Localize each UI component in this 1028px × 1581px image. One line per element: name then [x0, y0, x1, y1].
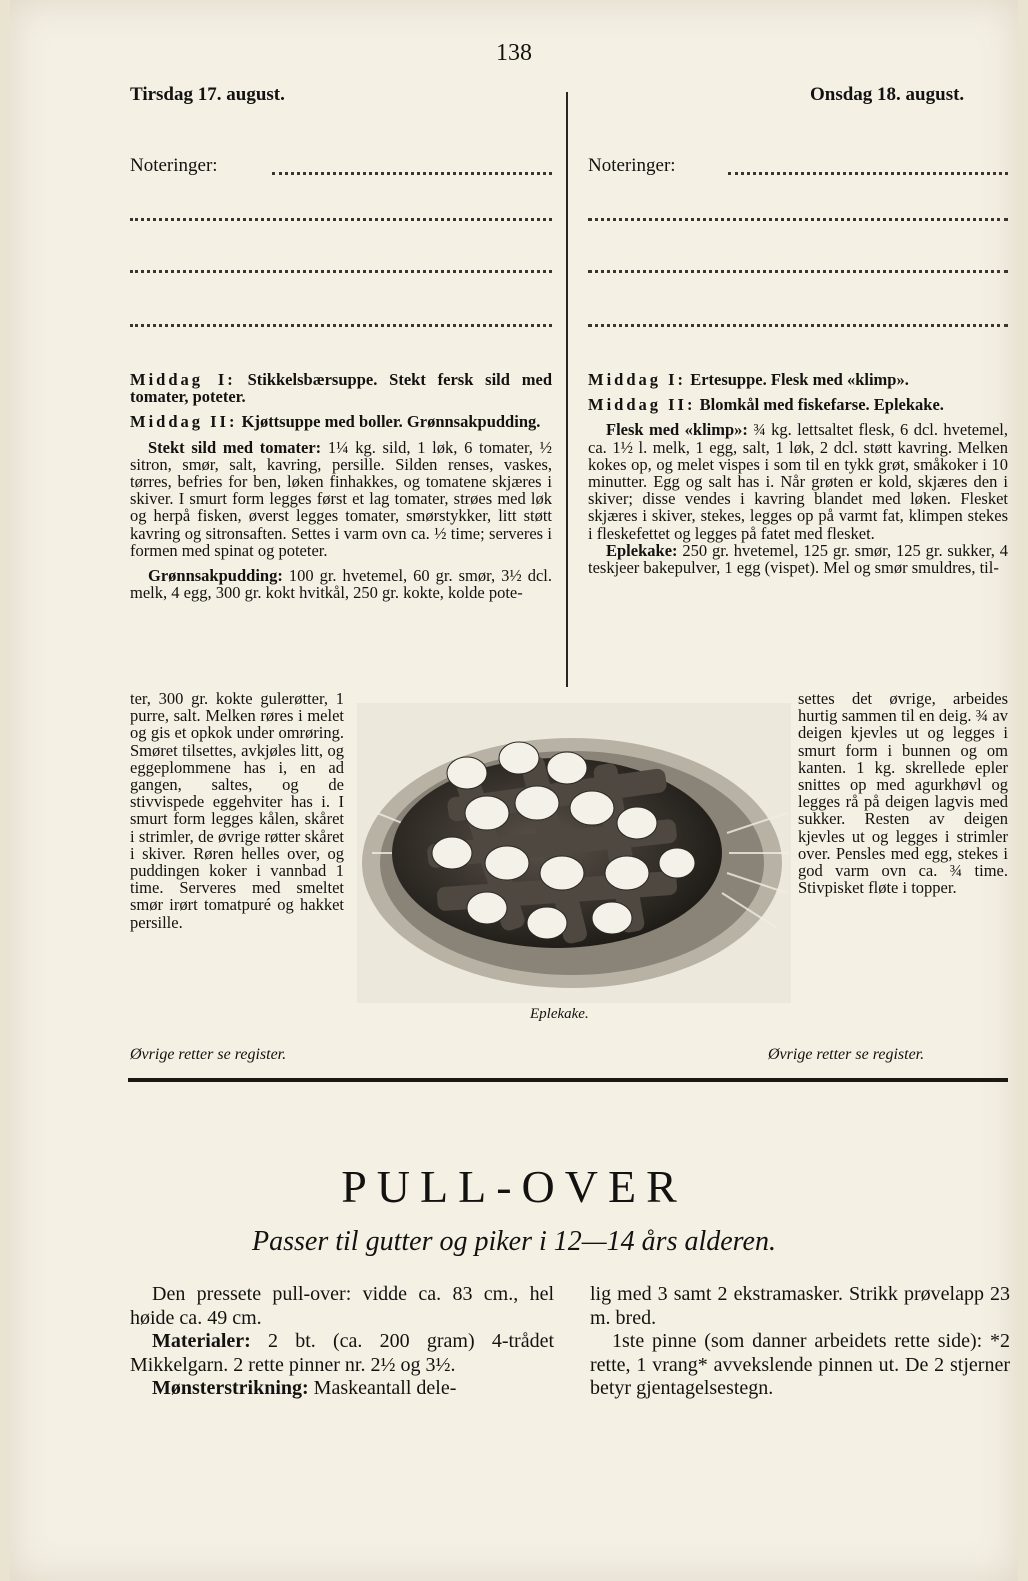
right-recipes: [588, 371, 1008, 576]
right-recipe-2-text-full: 250 gr. hvetemel, 125 gr. smør, 125 gr. sukker, 4 teskjeer bakepulver, 1 egg (vispet). Mel og smør smuldres, til-: [588, 540, 1008, 578]
pattern-text: Maskeantall dele-: [313, 1377, 457, 1399]
left-menu-1-text: Stikkelsbærsuppe. Stekt fersk sild med tomater, poteter.: [130, 370, 553, 407]
left-register-note: Øvrige retter se register.: [130, 1046, 287, 1063]
right-notes-line-1[interactable]: [728, 172, 1008, 175]
pullover-column-2: [590, 1283, 1010, 1401]
pattern-label: Mønsterstrikning:: [152, 1377, 309, 1399]
photo-caption: Eplekake.: [530, 1006, 589, 1022]
right-day-heading: Onsdag 18. august.: [810, 84, 965, 105]
pullover-column-1: [130, 1283, 554, 1401]
left-recipe-2-title: Grønnsakpudding:: [148, 566, 283, 586]
left-recipes: [130, 371, 552, 601]
left-menu-2-label: Middag II:: [130, 412, 238, 432]
page-number: 138: [496, 40, 532, 66]
materials-label: Materialer:: [152, 1330, 251, 1352]
left-notes-line-2[interactable]: [130, 218, 552, 221]
left-notes-line-4[interactable]: [130, 324, 552, 327]
right-register-note: Øvrige retter se register.: [768, 1046, 925, 1063]
right-menu-2-text: Blomkål med fiskefarse. Eplekake.: [699, 395, 944, 415]
materials-text: 2 bt. (ca. 200 gram) 4-trådet Mikkelgarn. 2 rette pinner nr. 2½ og 3½.: [130, 1330, 555, 1376]
left-recipe-1-title: Stekt sild med tomater:: [148, 437, 322, 457]
column-divider: [566, 92, 568, 687]
right-notes-line-3[interactable]: [588, 270, 1008, 273]
left-recipe-2-narrow: ter, 300 gr. kokte gulerøtter, 1 purre, salt. Melken røres i melet og gis et opkok under omrøring. Smøret tilsettes, avkjøles litt, og eggeplommene has i, en ad gangen, saltes, og de stivvispede eggehviter has i. I smurt form legges kålen, skåret i strimler, de øvrige røtter skåret i skiver. Røren helles over, og puddingen koker i vannbad 1 time. Serveres med smeltet smør irørt tomatpuré og hakket persille.: [130, 689, 344, 932]
left-notes-line-3[interactable]: [130, 270, 552, 273]
left-menu-1-label: Middag I:: [130, 370, 236, 389]
pullover-subtitle: Passer til gutter og piker i 12—14 års alderen.: [252, 1226, 776, 1257]
right-recipe-2-title: Eplekake:: [606, 540, 678, 560]
eplekake-photo: [357, 703, 791, 1003]
left-recipe-2-text-full: 100 gr. hvetemel, 60 gr. smør, 3½ dcl. melk, 4 egg, 300 gr. kokt hvitkål, 250 gr. kokte, kolde pote-: [130, 566, 553, 603]
right-menu-2-label: Middag II:: [588, 395, 696, 415]
section-divider: [128, 1078, 1008, 1082]
left-menu-2-text: Kjøttsuppe med boller. Grønnsakpudding.: [241, 412, 541, 432]
left-recipe-1-text: 1¼ kg. sild, 1 løk, 6 tomater, ½ sitron, smør, salt, kavring, persille. Silden renses, vaskes, tørres, befries for ben, løken finhakkes, og tomatene skjæres i skiver. I smurt form legges først et lag tomater, strøes med løk og herpå fisken, øverst legges tomater, smørstykker, litt støtt kavring og sitronsaften. Settes i varm ovn ca. ½ time; serveres i formen med spinat og poteter.: [130, 437, 552, 560]
left-day-heading: Tirsdag 17. august.: [130, 84, 285, 105]
right-notes-label: Noteringer:: [588, 155, 676, 176]
pullover-col2-para-1: lig med 3 samt 2 ekstramasker. Strikk prøvelapp 23 m. bred.: [590, 1283, 1010, 1329]
right-menu-1-label: Middag I:: [588, 370, 687, 389]
pullover-intro: Den pressete pull-over: vidde ca. 83 cm., hel høide ca. 49 cm.: [130, 1283, 554, 1329]
left-notes-label: Noteringer:: [130, 155, 218, 176]
right-menu-1-text: Ertesuppe. Flesk med «klimp».: [690, 370, 909, 389]
right-notes-line-2[interactable]: [588, 218, 1008, 221]
left-notes-line-1[interactable]: [272, 172, 552, 175]
pullover-title: PULL-OVER: [341, 1161, 687, 1212]
right-recipe-1-title: Flesk med «klimp»:: [606, 420, 748, 440]
right-recipe-2-narrow: settes det øvrige, arbeides hurtig sammen til en deig. ¾ av deigen kjevles ut og legges i smurt form i bunnen og om kanten. 1 kg. skrellede epler snittes op med agurkhøvl og legges rå på deigen lagvis med sukker. Resten av deigen kjevles ut og legges i strimler over. Pensles med egg, stekes i god varm ovn ca. ¾ time. Stivpisket fløte i topper.: [798, 689, 1008, 898]
right-notes-line-4[interactable]: [588, 324, 1008, 327]
eplekake-photo-illustration: [357, 703, 791, 1003]
pullover-col2-para-2: 1ste pinne (som danner arbeidets rette side): *2 rette, 1 vrang* avvekslende pinnen ut. De 2 stjerner betyr gjentagelsestegn.: [590, 1330, 1010, 1399]
right-recipe-1-text: ¾ kg. lettsaltet flesk, 6 dcl. hvetemel, ca. 1½ l. melk, 1 egg, salt, 1 løk, 2 dcl. støtt kavring. Melken kokes op, og melet vispes i som til en tykk grøt, småkoker i 10 minutter. Egg og salt has i. Når grøten er kold, skjæres den i skiver; disse vendes i kavring blandet med løken. Flesket skjæres i skiver, stekes, legges op på varmt fat, klimpen stekes i fleskefettet og legges på fatet med flesket.: [588, 420, 1009, 543]
